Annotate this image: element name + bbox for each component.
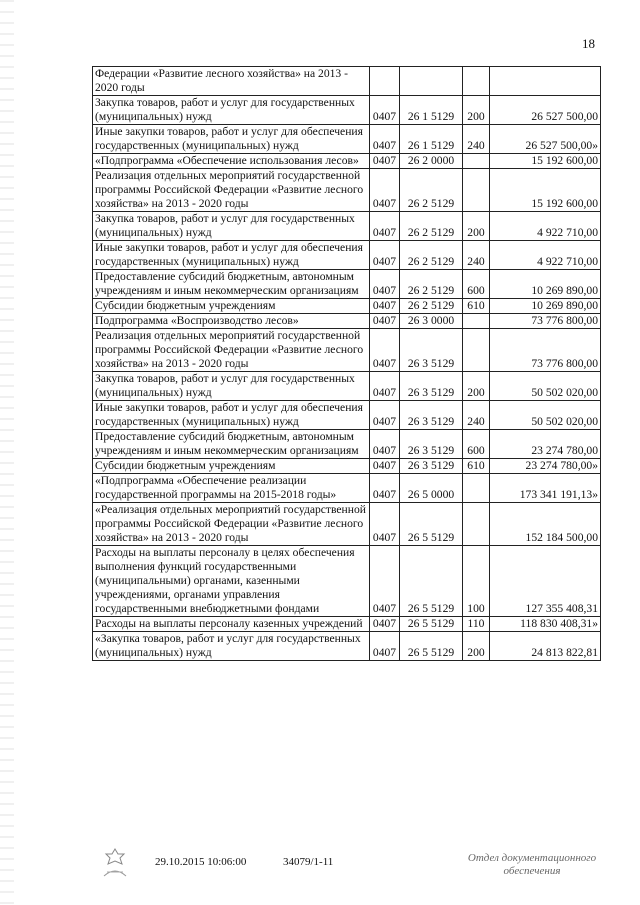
row-name: Иные закупки товаров, работ и услуг для обеспечения государственных (муниципальных) нужд <box>93 125 370 154</box>
row-section-code: 0407 <box>370 474 400 503</box>
row-section-code: 0407 <box>370 96 400 125</box>
row-name: Субсидии бюджетным учреждениям <box>93 299 370 314</box>
row-target-code: 26 3 5129 <box>400 430 463 459</box>
row-section-code: 0407 <box>370 459 400 474</box>
row-amount: 26 527 500,00» <box>490 125 601 154</box>
row-section-code: 0407 <box>370 270 400 299</box>
row-name: Предоставление субсидий бюджетным, автономным учреждениям и иным некоммерческим организациям <box>93 430 370 459</box>
row-amount: 4 922 710,00 <box>490 212 601 241</box>
row-section-code: 0407 <box>370 125 400 154</box>
row-name: Иные закупки товаров, работ и услуг для обеспечения государственных (муниципальных) нужд <box>93 401 370 430</box>
row-expense-type <box>463 474 490 503</box>
table-row <box>93 154 601 169</box>
footer-date: 29.10.2015 10:06:00 <box>155 856 247 868</box>
row-name: Закупка товаров, работ и услуг для государственных (муниципальных) нужд <box>93 372 370 401</box>
footer-doc-code: 34079/1-11 <box>283 856 334 868</box>
table-row <box>93 503 601 546</box>
row-section-code: 0407 <box>370 617 400 632</box>
row-name: «Реализация отдельных мероприятий государственной программы Российской Федерации «Развитие лесного хозяйства» на 2013 - 2020 годы <box>93 503 370 546</box>
row-expense-type: 200 <box>463 212 490 241</box>
row-name: «Закупка товаров, работ и услуг для государственных (муниципальных) нужд <box>93 632 370 661</box>
row-target-code: 26 2 5129 <box>400 270 463 299</box>
table-row <box>93 270 601 299</box>
row-amount: 23 274 780,00 <box>490 430 601 459</box>
department-stamp: Отдел документационного обеспечения <box>467 852 597 877</box>
table-row <box>93 474 601 503</box>
table-row <box>93 329 601 372</box>
row-expense-type: 240 <box>463 125 490 154</box>
table-row <box>93 459 601 474</box>
row-name: Закупка товаров, работ и услуг для государственных (муниципальных) нужд <box>93 212 370 241</box>
row-section-code: 0407 <box>370 546 400 617</box>
row-name: Реализация отдельных мероприятий государственной программы Российской Федерации «Развитие лесного хозяйства» на 2013 - 2020 годы <box>93 329 370 372</box>
row-amount <box>490 67 601 96</box>
row-amount: 26 527 500,00 <box>490 96 601 125</box>
table-row <box>93 169 601 212</box>
row-amount: 73 776 800,00 <box>490 329 601 372</box>
row-expense-type: 600 <box>463 270 490 299</box>
row-expense-type <box>463 67 490 96</box>
row-expense-type: 200 <box>463 632 490 661</box>
row-expense-type: 610 <box>463 299 490 314</box>
row-section-code: 0407 <box>370 241 400 270</box>
table-row <box>93 125 601 154</box>
row-name: Иные закупки товаров, работ и услуг для обеспечения государственных (муниципальных) нужд <box>93 241 370 270</box>
row-section-code: 0407 <box>370 503 400 546</box>
row-amount: 4 922 710,00 <box>490 241 601 270</box>
page-number: 18 <box>582 36 595 51</box>
row-target-code: 26 3 0000 <box>400 314 463 329</box>
row-section-code: 0407 <box>370 401 400 430</box>
scan-margin-artifacts <box>0 0 14 905</box>
row-amount: 152 184 500,00 <box>490 503 601 546</box>
budget-table <box>92 66 601 661</box>
row-section-code: 0407 <box>370 154 400 169</box>
row-target-code: 26 1 5129 <box>400 96 463 125</box>
row-target-code: 26 2 5129 <box>400 241 463 270</box>
table-row <box>93 617 601 632</box>
row-section-code: 0407 <box>370 314 400 329</box>
row-name: Федерации «Развитие лесного хозяйства» на 2013 - 2020 годы <box>93 67 370 96</box>
row-section-code: 0407 <box>370 329 400 372</box>
row-target-code: 26 5 0000 <box>400 474 463 503</box>
table-row <box>93 299 601 314</box>
row-name: Расходы на выплаты персоналу в целях обеспечения выполнения функций государственными (муниципальными) органами, казенными учреждениями, органами управления государственными внебюджетными фондами <box>93 546 370 617</box>
row-expense-type: 200 <box>463 96 490 125</box>
row-amount: 127 355 408,31 <box>490 546 601 617</box>
row-section-code: 0407 <box>370 430 400 459</box>
row-target-code: 26 5 5129 <box>400 632 463 661</box>
table-row <box>93 314 601 329</box>
row-name: Реализация отдельных мероприятий государственной программы Российской Федерации «Развитие лесного хозяйства» на 2013 - 2020 годы <box>93 169 370 212</box>
row-amount: 173 341 191,13» <box>490 474 601 503</box>
row-name: Предоставление субсидий бюджетным, автономным учреждениям и иным некоммерческим организациям <box>93 270 370 299</box>
row-target-code: 26 2 5129 <box>400 169 463 212</box>
row-expense-type <box>463 169 490 212</box>
table-row <box>93 546 601 617</box>
row-amount: 10 269 890,00 <box>490 270 601 299</box>
row-section-code <box>370 67 400 96</box>
row-expense-type: 100 <box>463 546 490 617</box>
row-amount: 73 776 800,00 <box>490 314 601 329</box>
table-row <box>93 212 601 241</box>
row-name: Субсидии бюджетным учреждениям <box>93 459 370 474</box>
row-section-code: 0407 <box>370 632 400 661</box>
row-target-code: 26 1 5129 <box>400 125 463 154</box>
row-expense-type: 240 <box>463 401 490 430</box>
table-row <box>93 430 601 459</box>
row-target-code: 26 5 5129 <box>400 503 463 546</box>
row-section-code: 0407 <box>370 212 400 241</box>
row-expense-type <box>463 314 490 329</box>
row-amount: 50 502 020,00 <box>490 401 601 430</box>
row-target-code: 26 3 5129 <box>400 401 463 430</box>
row-target-code: 26 3 5129 <box>400 372 463 401</box>
row-expense-type <box>463 329 490 372</box>
row-amount: 23 274 780,00» <box>490 459 601 474</box>
table-row <box>93 372 601 401</box>
row-name: Закупка товаров, работ и услуг для государственных (муниципальных) нужд <box>93 96 370 125</box>
row-amount: 24 813 822,81 <box>490 632 601 661</box>
row-amount: 10 269 890,00 <box>490 299 601 314</box>
row-expense-type <box>463 154 490 169</box>
row-target-code: 26 2 5129 <box>400 299 463 314</box>
row-target-code <box>400 67 463 96</box>
table-row <box>93 67 601 96</box>
row-section-code: 0407 <box>370 169 400 212</box>
row-name: «Подпрограмма «Обеспечение использования лесов» <box>93 154 370 169</box>
emblem-icon <box>98 846 132 880</box>
table-row <box>93 632 601 661</box>
row-expense-type: 240 <box>463 241 490 270</box>
row-target-code: 26 2 5129 <box>400 212 463 241</box>
row-amount: 15 192 600,00 <box>490 169 601 212</box>
row-target-code: 26 2 0000 <box>400 154 463 169</box>
row-name: Расходы на выплаты персоналу казенных учреждений <box>93 617 370 632</box>
row-name: «Подпрограмма «Обеспечение реализации государственной программы на 2015-2018 годы» <box>93 474 370 503</box>
row-amount: 50 502 020,00 <box>490 372 601 401</box>
row-expense-type: 610 <box>463 459 490 474</box>
row-expense-type: 200 <box>463 372 490 401</box>
row-target-code: 26 5 5129 <box>400 546 463 617</box>
row-expense-type: 110 <box>463 617 490 632</box>
table-row <box>93 401 601 430</box>
row-section-code: 0407 <box>370 372 400 401</box>
row-target-code: 26 3 5129 <box>400 459 463 474</box>
row-name: Подпрограмма «Воспроизводство лесов» <box>93 314 370 329</box>
row-expense-type: 600 <box>463 430 490 459</box>
table-row <box>93 241 601 270</box>
row-target-code: 26 3 5129 <box>400 329 463 372</box>
row-target-code: 26 5 5129 <box>400 617 463 632</box>
row-expense-type <box>463 503 490 546</box>
row-amount: 118 830 408,31» <box>490 617 601 632</box>
row-amount: 15 192 600,00 <box>490 154 601 169</box>
table-row <box>93 96 601 125</box>
row-section-code: 0407 <box>370 299 400 314</box>
